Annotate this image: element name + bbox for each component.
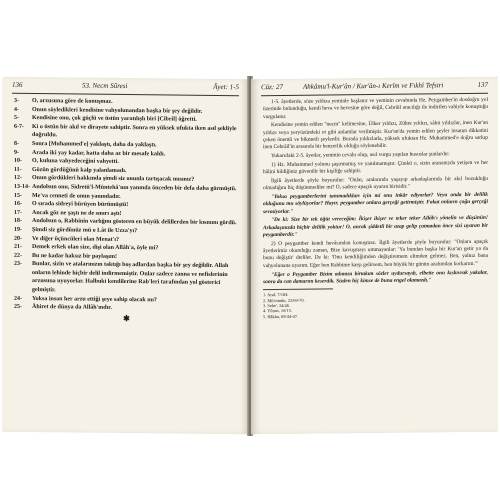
verse-text: Ve diğer üçüncüleri olan Menat'ı? — [32, 235, 119, 243]
verse-item — [14, 303, 239, 314]
verse-item — [14, 260, 239, 297]
verse-number: 4- — [14, 106, 19, 113]
commentary-paragraph: 1) Hz. Muhammed yolunu şaşırmamış ve yanılmamıştır. Çünkü o, sizin arananızda yetişen ve her hâlini bildiğiniz güvenilir bir kişiliğe sahiptir. — [263, 159, 488, 176]
verse-text: Bunlar, sizin ve atalarınızın taktığı boş adlardan başka bir şey değildir. Allah onların lehinde hiçbir delil indirmemiştir. Onlar sadece zanna ve nefislerinin arzusuna uyuyorlar. Halbuki kendilerine Rab'leri tarafından yol gösterici gelmiştir. — [32, 261, 229, 294]
verse-text: Andolsun o, Rabbinin varlığını gösteren en büyük delillerden bir kısmını gördü. — [32, 218, 237, 227]
verse-number: 22- — [14, 252, 22, 259]
verse-text: Âhiret de dünya da Allâh'ındır. — [32, 304, 112, 312]
verse-text: O, arzusuna göre de konuşmaz. — [32, 98, 113, 105]
verse-number: 6-7- — [14, 123, 24, 130]
commentary-paragraph: "Eğer o Peygamber Bizim adımıza birtakım sözler uydursaydı, elbette onu kıskıvrak yakalar, sonra da can damarını keserdik. Sizden hiç kimse de buna engel olamazdı." — [263, 269, 488, 285]
verse-number: 8- — [14, 140, 19, 147]
footnote: 2. Mü'minûn, 23/69-70. — [263, 297, 305, 303]
commentary-paragraphs — [263, 97, 488, 286]
commentary-paragraph: Yukarıdaki 2-5. âyetler, yeminin cevabı olup, asıl vurgu yapılan hususlar şunlardır: — [271, 151, 450, 160]
verse-text: Yoksa insan her arzu ettiği şeye sahip olacak mı? — [32, 295, 157, 303]
verse-number: 25- — [14, 304, 22, 311]
commentary — [263, 97, 488, 430]
right-page — [251, 77, 498, 435]
verse-number: 23- — [14, 261, 22, 268]
verse-text: Ki o üstün bir akıl ve dirayete sahiptir. Sonra en yüksek ufukta iken asıl şekliyle doğruldu. — [32, 123, 237, 139]
verse-range: Âyet: 1-5 — [213, 82, 239, 92]
verse-number: 16- — [14, 200, 22, 208]
right-page-number: 137 — [477, 80, 488, 89]
verse-number: 24- — [14, 295, 22, 302]
footnote: 1. Araf, 7/184. — [263, 292, 289, 298]
commentary-paragraph: "De ki: Size bir tek öğüt vereceğim: İkişer ikişer ve teker teker Allâh'ı yönelin ve düşünün! Arkadaşınızda hiçbir delilik yoktur! O, ancak şiddetli bir azap gelip çatmadan önce sizi uyaran bir peygamberdir." — [263, 215, 488, 239]
verse-text: Andolsun onu, Sidretü'l-Müntehâ'nın yanında önceden bir defa daha görmüştü. — [32, 183, 237, 193]
verse-text: Demek erkek olan size, dişi olan Allâh'a, öyle mi? — [32, 244, 159, 252]
verse-text: Sonra [Muhammed'e] yaklaştı, daha da yaklaştı. — [32, 140, 157, 149]
verse-text: Kendisine onu, çok güçlü ve üstün yaratılışlı biri [Cibril] öğretti. — [32, 115, 197, 123]
verse-number: 21- — [14, 243, 22, 251]
commentary-paragraph: 2) O peygamber kendi hevâsından konuşmaz. İlgili âyetlerde şöyle buyurulur: "Onlara apaçık âyetlerimiz okunduğu zaman, Bize kavuşmayı ummayanlar: 'Ya bundan başka bir Kur'an getir ya da bunu değiştir' dediler. De ki: 'Onu kendiliğimden değiştiremem elimden gelmez. Ben, yalnız bana vahyolunana uyarım. Eğer ben Rabbime karşı gelirsem, ben büyük bir günün azabından korkarım.'" — [263, 238, 488, 269]
verse-number: 17- — [14, 209, 22, 216]
verse-number: 20- — [14, 235, 22, 242]
left-page-header — [12, 81, 239, 96]
verse-text: Bu ne kadar haksız bir paylaşım! — [32, 252, 117, 260]
footnote: 5. Hâkka, 69/44-47. — [263, 313, 298, 319]
verse-text: O sırada sidreyi bürüyen bürümüştü! — [32, 201, 129, 209]
verse-number: 12- — [14, 175, 22, 182]
commentary-paragraph: İlgili âyetlerde şöyle buyurulur: "Onlar, aralarında yaşayıp arkadaşlarında bir akıl bozukluğu olmadığını hiç düşünmediler mi? O, sadece apaçık uyaran birisidir." — [263, 175, 488, 192]
verse-number: 13-14- — [14, 183, 30, 190]
verse-number: 18- — [14, 218, 22, 225]
verse-text: Arada iki yay kadar, hatta daha az bir mesafe kaldı. — [32, 149, 166, 157]
verse-number: 5- — [14, 115, 19, 122]
verse-number: 11- — [14, 166, 22, 173]
left-page — [2, 77, 249, 435]
footnote: 4. Yûnus, 10/15. — [263, 308, 292, 314]
juz-label: Cüz: 27 — [261, 82, 283, 92]
verse-text: Me'va cenneti de onun yanındadır. — [32, 192, 121, 200]
commentary-paragraph: Kendisine yemin edilen "necm" kelimesine, Ülker yıldızı, Zühre yıldızı, sâbit yıldızlar, inen Kur'an yıldızı veya yeryüzündeki ot gibi anlamlar verilmiştir. Kur'an'da yemin edilen şeyler insanın dikkatini çeken önemli ve hikmetli şeylerdir. Burada yıldızlarla, yüksek ufuktan Hz. Muhammed'e doğru sarkıp inen Cebrâil'in arasında bir benzerlik olduğu söylenebilir. — [263, 120, 488, 151]
verse-number: 9- — [14, 149, 19, 156]
verse-number: 19- — [14, 226, 22, 233]
commentary-paragraph: 1-5. âyetlerde, söze yıldıza yeminle başlanır ve yeminin cevabında Hz. Peygamber'in dosdoğru yol üzerinde bulunduğu, kendi heva ve hevesine göre değil, Cebrâil aracılığı ile indirilen vahiyle konuştuğu vurgulanır. — [263, 96, 488, 120]
verse-number: 3- — [14, 97, 19, 104]
book-title: Ahkâmu'l-Kur'ân / Kur'ân-ı Kerîm ve Fıkhî Tefsiri — [303, 81, 444, 91]
left-page-number: 136 — [12, 80, 23, 89]
footnote: 3. Sebe', 34/46. — [263, 302, 291, 309]
verse-number: 10- — [14, 157, 22, 165]
verse-text: Onun gördükleri hakkında şimdi siz onunla tartışacak mısınız? — [32, 175, 195, 184]
right-page-header — [261, 81, 488, 96]
verse-text: Şimdi siz gördünüz mü o Lât ile Uzza'yı? — [32, 226, 138, 235]
footnotes — [263, 289, 333, 320]
verse-text: Ancak göz ne şaştı ne de sınırı aştı! — [32, 209, 122, 217]
verse-text: O, kuluna vahyedeceğini vahyetti. — [32, 158, 119, 166]
commentary-paragraph: "Yoksa peygamberlerini tanımadıkları için mi onu inkâr ediyorlar? Veya onda bir delilik olduğunu mu söylüyorlar? Hayır, peygamber onlara gerçeği getirmiştir. Fakat onların çoğu gerçeği sevmiyorlar." — [263, 191, 488, 215]
verse-text: Onun söyledikleri kendisine vahyolunandan başka bir şey değildir. — [32, 106, 203, 115]
surah-title: 53. Necm Sûresi — [82, 81, 128, 91]
verse-list — [14, 97, 239, 430]
ornament-star-icon: ✱ — [123, 313, 130, 323]
verse-number: 15- — [14, 192, 22, 199]
verse-text: Gözün gördüğünü kalp yalanlamadı. — [32, 166, 127, 174]
